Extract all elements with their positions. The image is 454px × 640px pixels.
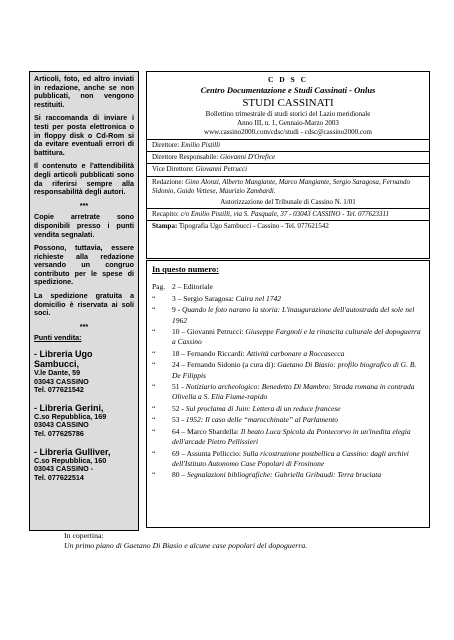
toc-text: 9 - Quando le foto narano la storia: L'inaugurazione dell'autostrada del sole nel 1962 bbox=[172, 305, 415, 325]
toc-entry bbox=[152, 305, 424, 326]
toc-marker: “ bbox=[152, 448, 156, 458]
toc-marker: “ bbox=[152, 415, 156, 425]
cover-label: In copertina: bbox=[64, 531, 104, 540]
note-articles: Articoli, foto, ed altro inviati in redazione, anche se non pubblicati, non vengono restituiti. bbox=[34, 74, 134, 109]
printer-label: Stampa: bbox=[152, 222, 178, 231]
editorial-label: Redazione: bbox=[152, 177, 184, 186]
toc-entry bbox=[152, 382, 424, 403]
sales-heading: Punti vendita: bbox=[34, 333, 82, 343]
toc-entry bbox=[152, 449, 424, 470]
toc-marker: “ bbox=[152, 403, 156, 413]
toc-text: 52 - Sul proclama di Juin: Lettera di un reduce francese bbox=[172, 403, 341, 413]
shop-city: 03043 CASSINO - bbox=[34, 464, 94, 474]
toc-text: 80 – Segnalazioni bibliografiche: Gabriella Gribaudi: Terra bruciata bbox=[172, 470, 382, 480]
director-label: Direttore: bbox=[152, 141, 180, 149]
shop-item bbox=[34, 349, 134, 395]
toc-heading: In questo numero: bbox=[152, 264, 219, 274]
toc-marker: “ bbox=[152, 348, 156, 358]
toc-marker: “ bbox=[152, 360, 156, 370]
note-shipping: La spedizione gratuita a domicilio è riservata ai soli soci. bbox=[34, 291, 134, 318]
vice-name: Giovanni Petrucci bbox=[195, 165, 248, 174]
printer-row bbox=[147, 220, 429, 232]
toc-text: 51 - Notiziario archeologico: Benedetto Di Mambro: Strada romana in contrada Olivella a S. Elia Fiume-rapido bbox=[172, 382, 415, 402]
shop-item bbox=[34, 447, 134, 483]
toc-text: 10 – Giovanni Petrucci: Giuseppe Fargnoli e la rinascita culturale del dopoguerra a Cassino bbox=[172, 327, 421, 347]
shop-city: 03043 CASSINO bbox=[34, 420, 89, 430]
toc-marker: “ bbox=[152, 305, 156, 315]
toc-entry bbox=[152, 427, 424, 448]
note-back-issues: Copie arretrate sono disponibili presso i punti vendita segnalati. bbox=[34, 212, 134, 239]
masthead bbox=[146, 71, 430, 259]
director-name: Emilio Pistilli bbox=[180, 141, 221, 149]
printer-text: Tipografia Ugo Sambucci - Cassino - Tel. 077621542 bbox=[178, 222, 329, 231]
shop-address: V.le Dante, 59 bbox=[34, 368, 81, 378]
toc-entry bbox=[152, 282, 424, 292]
journal-title: STUDI CASSINATI bbox=[242, 97, 334, 109]
toc-text: 18 – Fernando Riccardi: Attività carbonare a Roccasecca bbox=[172, 348, 345, 358]
note-responsibility: Il contenuto e l'attendibilità degli articoli pubblicati sono da riferirsi sempre alla responsabilità degli autori. bbox=[34, 161, 134, 197]
shop-name: - Libreria Ugo Sambucci, bbox=[34, 349, 93, 370]
responsible-name: Giovanni D'Orefice bbox=[220, 153, 276, 162]
note-submission: Si raccomanda di inviare i testi per posta elettronica o in floppy disk o Cd-Rom si da evitare eventuali errori di battitura. bbox=[34, 113, 134, 157]
address-label: Recapito: bbox=[152, 210, 179, 219]
toc-text: 24 – Fernando Sidonio (a cura di): Gaetano Di Biasio: profilo biografico di G. B. De Filippis bbox=[172, 360, 417, 380]
editorial-row bbox=[147, 176, 429, 197]
table-of-contents bbox=[146, 260, 430, 528]
issue-info: Anno III, n. 1, Gennaio-Marzo 2003 bbox=[237, 119, 339, 127]
toc-text: 3 – Sergio Saragosa: Caira nel 1742 bbox=[172, 293, 282, 303]
shop-name: - Libreria Gulliver, bbox=[34, 446, 111, 457]
vice-label: Vice Direttore: bbox=[152, 165, 194, 174]
shop-tel: Tel. 077625786 bbox=[34, 429, 84, 438]
sidebar-notes bbox=[29, 71, 139, 531]
toc-marker: “ bbox=[152, 293, 156, 303]
director-row bbox=[147, 139, 429, 151]
org-acronym: C D S C bbox=[267, 75, 309, 84]
shop-city: 03043 CASSINO bbox=[34, 376, 89, 386]
toc-entry bbox=[152, 404, 424, 414]
toc-marker: “ bbox=[152, 426, 156, 436]
editorial-names: Gino Alonzi, Alberto Mangiante, Marco Mangiante, Sergio Saragosa, Fernando Sidonio, Guido Vettese, Maurizio Zambardi. bbox=[152, 177, 411, 195]
toc-entry bbox=[152, 360, 424, 381]
toc-marker: “ bbox=[152, 382, 156, 392]
address-text: c/o Emilio Pistilli, via S. Pasquale, 37 - 03043 CASSINO - Tel. 077623311 bbox=[180, 210, 390, 219]
toc-marker: “ bbox=[152, 470, 156, 480]
journal-subtitle: Bollettino trimestrale di studi storici del Lazio meridionale bbox=[205, 110, 371, 118]
org-name: Centro Documentazione e Studi Cassinati - Onlus bbox=[200, 85, 376, 95]
toc-entry bbox=[152, 294, 424, 304]
website-email: www.cassino2000.com/cdsc/studi - cdsc@cassino2000.com bbox=[204, 128, 372, 136]
toc-entry bbox=[152, 327, 424, 348]
authorization: Autorizzazione del Tribunale di Cassino N. 1/01 bbox=[220, 198, 356, 207]
toc-entry bbox=[152, 415, 424, 425]
vice-row bbox=[147, 163, 429, 175]
shop-name: - Libreria Gerini, bbox=[34, 402, 104, 413]
toc-text: 64 – Marco Sbardella: Il beato Luca Spicola da Pontecorvo in un'inedita elegia dell'arcade Pietro Pellissieri bbox=[172, 426, 411, 447]
shop-tel: Tel. 077622514 bbox=[34, 472, 84, 482]
cover-caption bbox=[64, 531, 434, 551]
toc-entry bbox=[152, 470, 424, 480]
toc-text: 2 – Editoriale bbox=[172, 282, 213, 292]
separator: *** bbox=[79, 200, 89, 210]
responsible-label: Direttore Responsabile: bbox=[152, 153, 219, 162]
shop-address: C.so Repubblica, 169 bbox=[34, 411, 107, 421]
note-requests: Possono, tuttavia, essere richieste alla redazione versando un congruo contributo per le spese di spedizione. bbox=[34, 243, 134, 287]
cover-text: Un primo piano di Gaetano Di Biasio e alcune case popolari del dopoguerra. bbox=[64, 541, 308, 550]
toc-entry bbox=[152, 349, 424, 359]
responsible-row bbox=[147, 151, 429, 163]
toc-marker: Pag. bbox=[152, 282, 166, 292]
toc-text: 53 - 1952: Il caso delle “marocchinate” al Parlamento bbox=[172, 415, 338, 425]
toc-text: 69 – Assunta Pelliccio: Sulla ricostruzione postbellica a Cassino: dagli archivi dell'Istituto Autonomo Case Popolari di Frosinone bbox=[172, 448, 409, 468]
shop-item bbox=[34, 403, 134, 439]
shop-address: C.so Repubblica, 160 bbox=[34, 455, 107, 465]
shop-tel: Tel. 077621542 bbox=[34, 385, 84, 395]
address-row bbox=[147, 208, 429, 220]
toc-marker: “ bbox=[152, 327, 156, 337]
separator: *** bbox=[79, 321, 89, 331]
